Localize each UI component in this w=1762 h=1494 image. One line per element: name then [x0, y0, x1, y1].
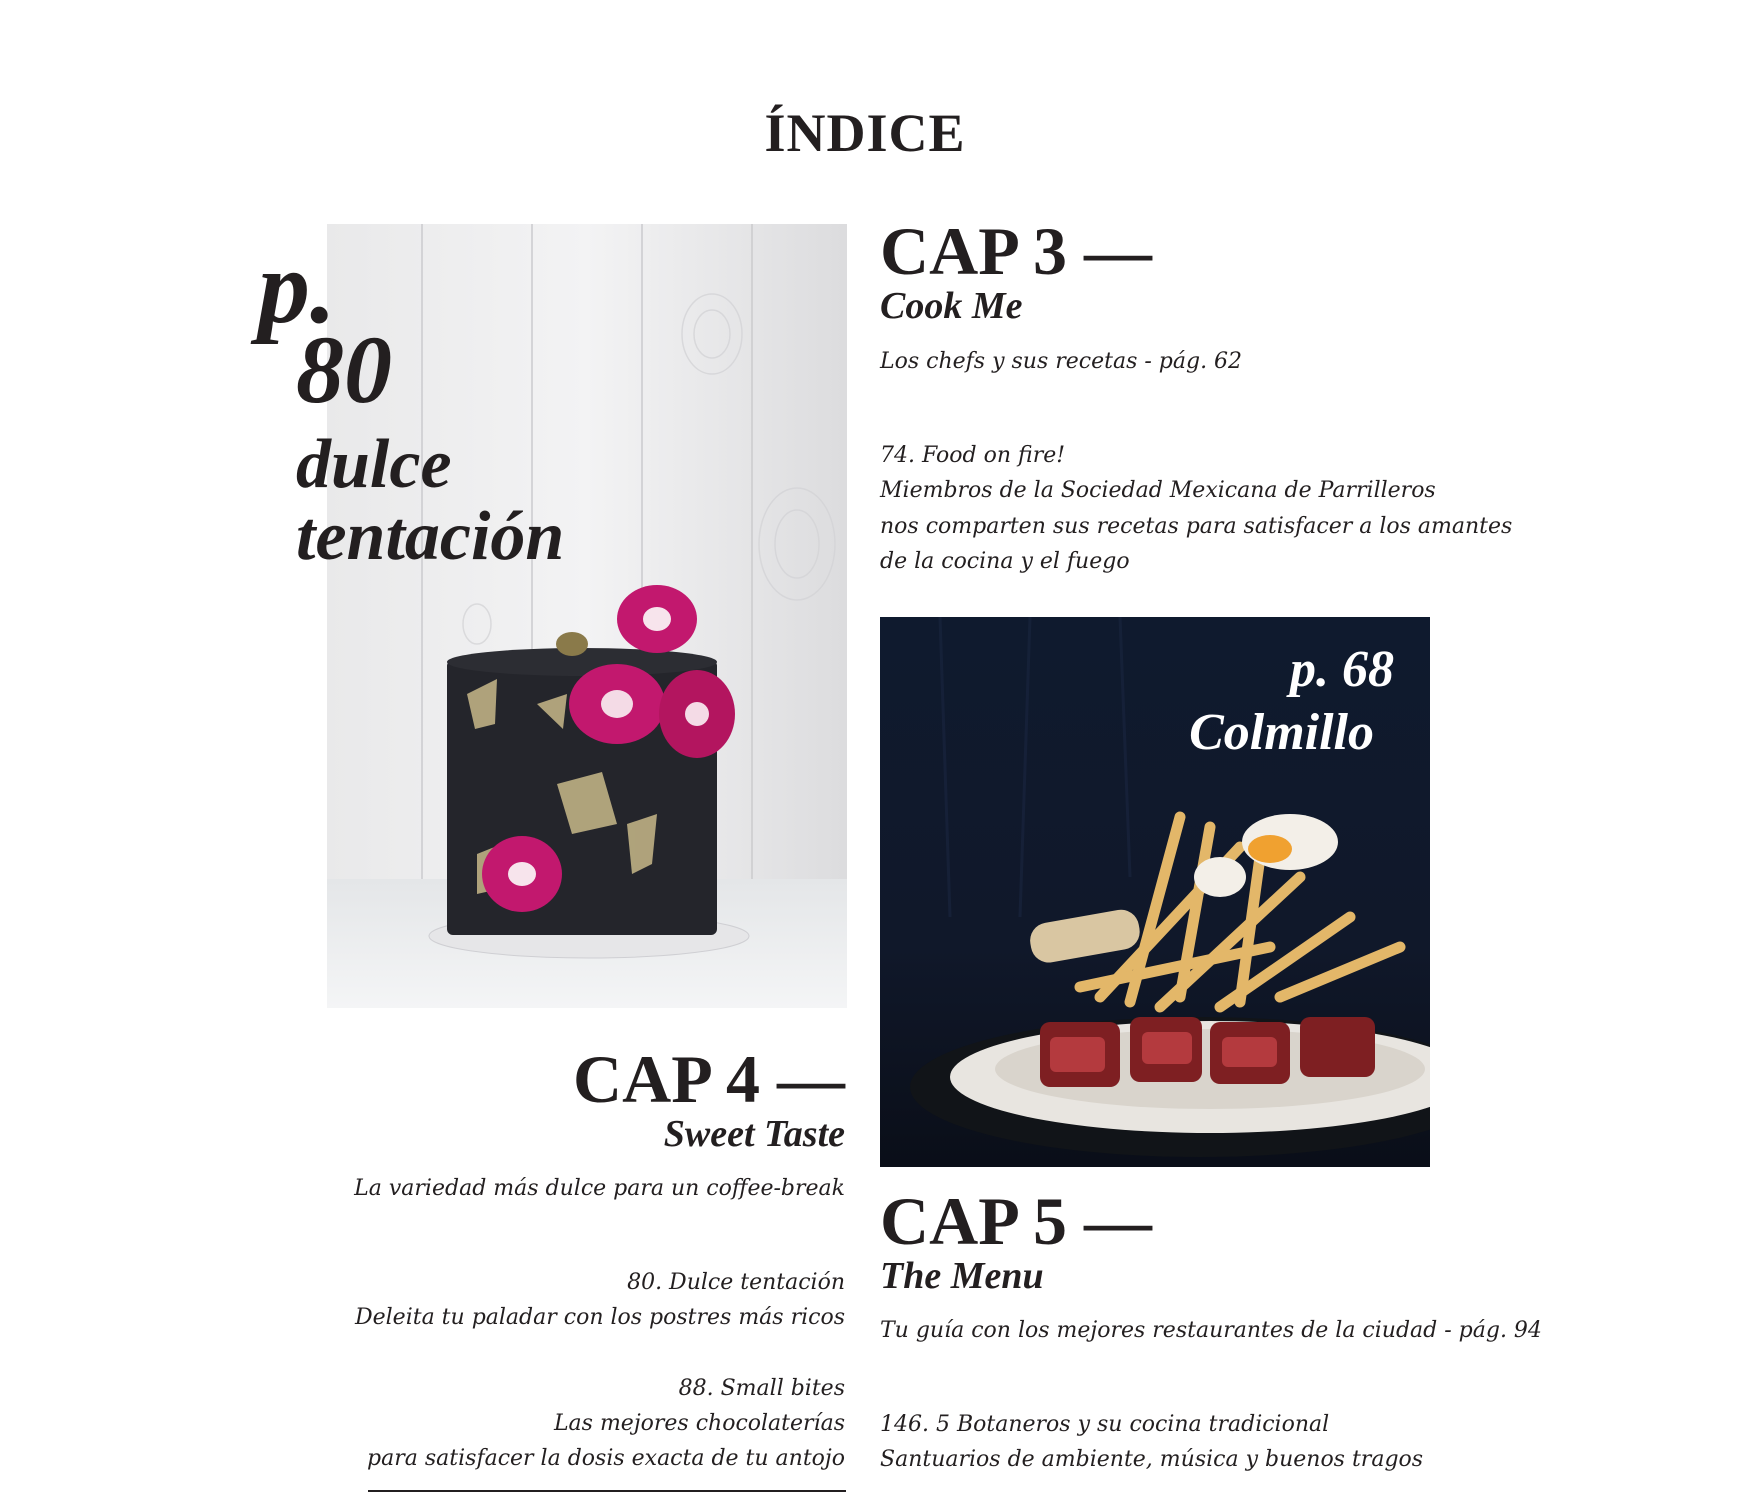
chapter-3-description: Los chefs y sus recetas - pág. 62: [880, 349, 1243, 374]
chapter-3-entry-line: nos comparten sus recetas para satisfacer a los amantes: [880, 514, 1513, 539]
chapter-4-entry-line: Deleita tu paladar con los postres más ricos: [354, 1305, 845, 1330]
chapter-4-entry-line: Las mejores chocolaterías: [553, 1411, 845, 1436]
chapter-4-subtitle: Sweet Taste: [663, 1113, 845, 1155]
chapter-3-entry-line: Miembros de la Sociedad Mexicana de Parrilleros: [880, 478, 1436, 503]
steak-restaurant-name: Colmillo: [1189, 704, 1374, 761]
feature-title-line-2: tentación: [296, 498, 565, 575]
chapter-4-entry-title: 80. Dulce tentación: [627, 1270, 845, 1295]
chapter-4-entry-title: 88. Small bites: [678, 1376, 845, 1401]
cake-photo: [327, 224, 847, 1008]
chapter-3-title: CAP 3 —: [880, 213, 1152, 289]
chapter-3-entry-title: 74. Food on fire!: [880, 443, 1066, 468]
chapter-5-description: Tu guía con los mejores restaurantes de la ciudad - pág. 94: [880, 1318, 1542, 1343]
feature-title-line-1: dulce: [296, 426, 452, 503]
chapter-4-entry-line: para satisfacer la dosis exacta de tu antojo: [367, 1446, 845, 1471]
chapter-5-title: CAP 5 —: [880, 1183, 1152, 1259]
chapter-3-entry-line: de la cocina y el fuego: [880, 549, 1130, 574]
page-title: ÍNDICE: [764, 103, 966, 163]
chapter-5-entry-line: Santuarios de ambiente, música y buenos tragos: [880, 1447, 1424, 1472]
chapter-5-subtitle: The Menu: [880, 1255, 1044, 1297]
feature-page-number: 80: [296, 316, 392, 423]
chapter-5-entry-title: 146. 5 Botaneros y su cocina tradicional: [880, 1412, 1330, 1437]
chapter-4-title: CAP 4 —: [573, 1041, 845, 1117]
divider: [368, 1490, 846, 1492]
steak-page-number: p. 68: [1290, 641, 1394, 698]
chapter-3-subtitle: Cook Me: [880, 285, 1023, 327]
chapter-4-description: La variedad más dulce para un coffee-break: [354, 1176, 845, 1201]
feature-page-prefix: p.: [258, 230, 336, 345]
